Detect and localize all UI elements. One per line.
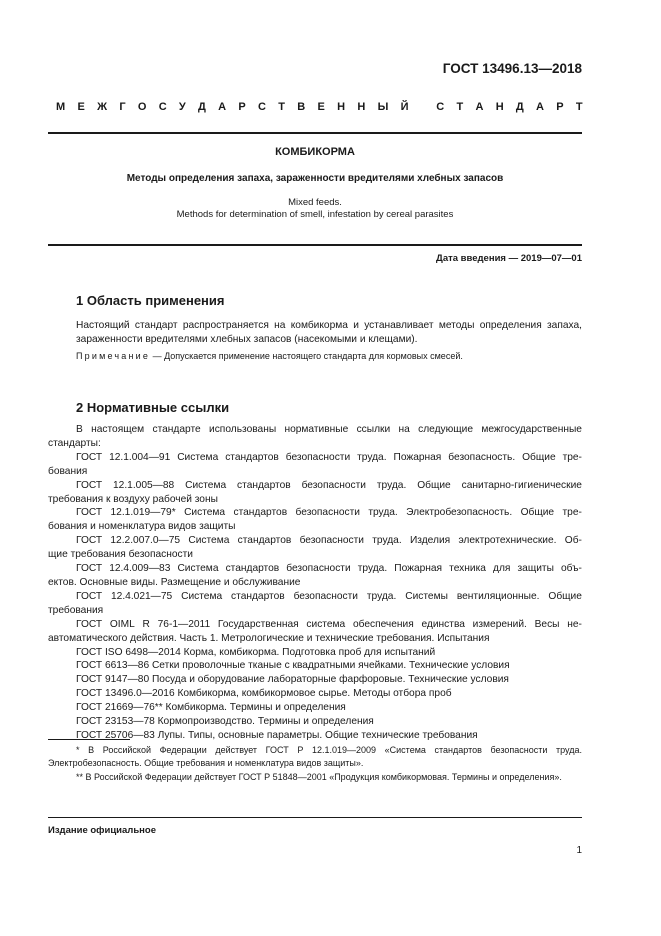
interstate-letter: А xyxy=(475,101,484,113)
interstate-letter: Ж xyxy=(97,101,108,113)
interstate-letter: А xyxy=(218,101,227,113)
footnote-1: * В Российской Федерации действует ГОСТ Р 12.1.019—2009 «Система стандартов безопасности труда. Электробезопасность. Общие требования и номенклатура видов защиты». xyxy=(48,745,582,768)
reference-line: бования xyxy=(48,465,88,477)
interstate-letter: А xyxy=(536,101,544,113)
reference-line: щие требования безопасности xyxy=(48,549,193,561)
reference-line: ГОСТ 12.1.019—79* Система стандартов безопасности труда. Электробезопасность. Общие тре- xyxy=(76,507,582,519)
interstate-letter: С xyxy=(436,101,445,113)
interstate-letter: Е xyxy=(317,101,325,113)
interstate-letter: У xyxy=(178,101,186,113)
interstate-letter: С xyxy=(158,101,167,113)
doc-subtitle-english: Methods for determination of smell, infestation by cereal parasites xyxy=(176,209,454,220)
footnote-rule xyxy=(48,739,130,740)
interstate-letter: Т xyxy=(278,101,285,113)
interstate-letter: Р xyxy=(556,101,564,113)
interstate-letter: М xyxy=(56,101,66,113)
interstate-letter: Г xyxy=(119,101,126,113)
title-rule xyxy=(48,244,582,246)
interstate-letter: Д xyxy=(515,101,524,113)
header-rule xyxy=(48,132,582,134)
reference-line: ГОСТ 23153—78 Кормопроизводство. Термины и определения xyxy=(76,716,374,728)
doc-number: ГОСТ 13496.13—2018 xyxy=(442,61,582,76)
doc-subtitle: Методы определения запаха, зараженности вредителями хлебных запасов xyxy=(126,173,504,184)
reference-line: ектов. Основные виды. Размещение и обслуживание xyxy=(48,576,301,588)
reference-line: ГОСТ 12.4.021—75 Система стандартов безопасности труда. Системы вентиляционные. Общие xyxy=(76,590,582,602)
reference-line: автоматического действия. Часть 1. Метрологические и технические требования. Испытания xyxy=(48,632,490,644)
reference-line: ГОСТ 12.1.005—88 Система стандартов безопасности труда. Общие санитарно-гигиенические xyxy=(76,479,582,491)
reference-line: ГОСТ 12.2.007.0—75 Система стандартов безопасности труда. Изделия электротехнические. Об- xyxy=(76,535,582,547)
reference-line: требования к воздуху рабочей зоны xyxy=(48,493,218,505)
reference-line: ГОСТ OIML R 76-1—2011 Государственная система обеспечения единства измерений. Весы не- xyxy=(76,618,582,630)
page-number: 1 xyxy=(576,845,582,856)
note-text: — Допускается применение настоящего стандарта для кормовых смесей. xyxy=(150,351,463,361)
official-edition-label: Издание официальное xyxy=(48,825,156,836)
interstate-letter: Д xyxy=(198,101,206,113)
interstate-letter: Н xyxy=(495,101,504,113)
interstate-letter xyxy=(421,101,424,113)
doc-title: КОМБИКОРМА xyxy=(275,146,355,158)
reference-line: ГОСТ ISO 6498—2014 Корма, комбикорма. Подготовка проб для испытаний xyxy=(76,646,436,658)
footer-rule xyxy=(48,817,582,818)
interstate-letter: О xyxy=(137,101,147,113)
reference-line: ГОСТ 12.4.009—83 Система стандартов безопасности труда. Пожарная техника для защиты объ- xyxy=(76,563,582,575)
intro-date: Дата введения — 2019—07—01 xyxy=(436,253,582,264)
section-2-title: 2 Нормативные ссылки xyxy=(76,400,230,415)
reference-line: ГОСТ 12.1.004—91 Система стандартов безопасности труда. Пожарная безопасность. Общие тре- xyxy=(76,451,582,463)
section-1-note xyxy=(76,351,463,361)
interstate-letter: Т xyxy=(575,101,583,113)
section-1-paragraph: Настоящий стандарт распространяется на комбикорма и устанавливает методы определения запаха, зараженности вредителями хлебных запасов (насекомыми и клещами). xyxy=(76,320,582,345)
reference-line: ГОСТ 6613—86 Сетки проволочные тканые с квадратными ячейками. Технические условия xyxy=(76,660,510,672)
reference-line: ГОСТ 13496.0—2016 Комбикорма, комбикормовое сырье. Методы отбора проб xyxy=(76,688,452,700)
interstate-letter: С xyxy=(258,101,266,113)
doc-title-english: Mixed feeds. xyxy=(288,197,342,208)
interstate-letter: Р xyxy=(238,101,246,113)
interstate-letter: Н xyxy=(357,101,366,113)
footnote-2: ** В Российской Федерации действует ГОСТ Р 51848—2001 «Продукция комбикормовая. Термины и определения». xyxy=(76,772,562,782)
reference-line: бования и номенклатура видов защиты xyxy=(48,521,236,533)
note-label: Примечание xyxy=(76,351,151,361)
interstate-letter: Т xyxy=(456,101,464,113)
interstate-letter: Е xyxy=(77,101,85,113)
reference-line: ГОСТ 21669—76** Комбикорма. Термины и определения xyxy=(76,702,346,714)
reference-line: ГОСТ 9147—80 Посуда и оборудование лабораторные фарфоровые. Технические условия xyxy=(76,674,509,686)
reference-line: ГОСТ 25706—83 Лупы. Типы, основные параметры. Общие технические требования xyxy=(76,729,478,741)
normative-references xyxy=(48,423,582,743)
section-1-title: 1 Область применения xyxy=(76,293,225,308)
reference-line: стандарты: xyxy=(48,437,101,449)
interstate-letter: Н xyxy=(337,101,346,113)
interstate-standard-heading xyxy=(56,101,583,113)
interstate-letter: Ы xyxy=(377,101,389,113)
interstate-letter: В xyxy=(297,101,306,113)
reference-line: требования xyxy=(48,604,104,616)
interstate-letter: Й xyxy=(400,101,409,113)
reference-line: В настоящем стандарте использованы нормативные ссылки на следующие межгосударственные xyxy=(76,424,582,435)
